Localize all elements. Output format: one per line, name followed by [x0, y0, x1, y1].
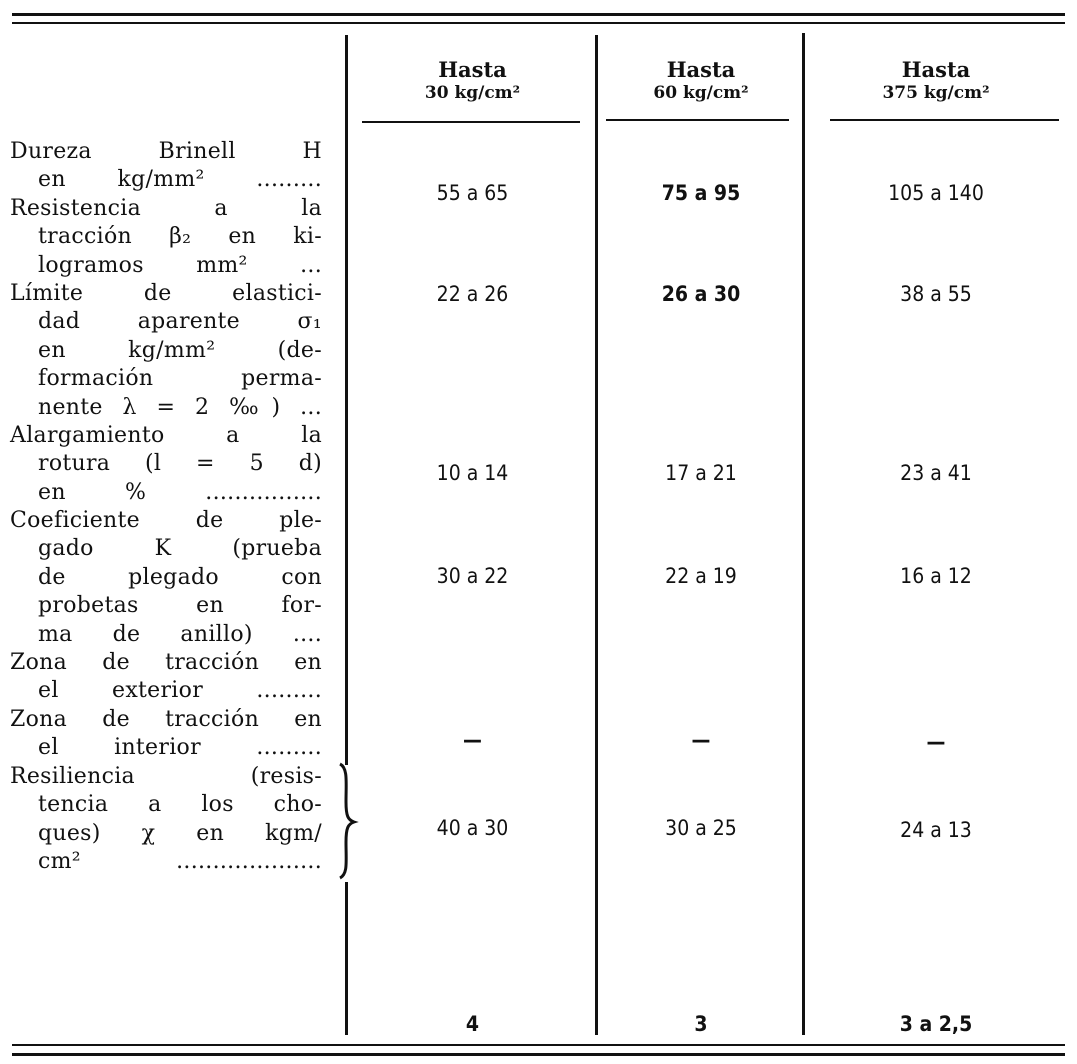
label-line: en kg/mm² ......... [38, 167, 322, 193]
label-line: Dureza Brinell H [10, 139, 322, 164]
label-line: Coeficiente de ple- [10, 508, 322, 533]
label-line: tencia a los cho- [38, 792, 322, 818]
cell-zona-375: 24 a 13 [900, 818, 972, 842]
cell-zona-30: 40 a 30 [436, 816, 509, 840]
cell-traccion-30: 22 a 26 [436, 282, 509, 306]
label-alargamiento [10, 422, 322, 507]
label-line: gado K (prueba [38, 536, 322, 562]
column-separator-1 [345, 35, 348, 765]
cell-traccion-60: 26 a 30 [661, 282, 741, 306]
header-line2: 60 kg/cm² [653, 83, 749, 103]
label-resiliencia [10, 763, 322, 877]
bottom-rule-2 [12, 1053, 1065, 1056]
top-rule-1 [12, 13, 1065, 16]
cell-resiliencia-60: 3 [694, 1012, 708, 1036]
header-line1: Hasta [901, 57, 971, 82]
header-line1: Hasta [438, 57, 507, 82]
column-header-30 [350, 58, 595, 104]
header-underline-2 [606, 119, 789, 121]
cell-alargamiento-60: 22 a 19 [665, 564, 737, 588]
column-separator-1b [345, 882, 348, 1035]
header-line2: 375 kg/cm² [882, 83, 990, 103]
cell-resiliencia-375: 3 a 2,5 [899, 1012, 973, 1036]
cell-plegado-60: — [691, 728, 711, 752]
column-separator-3 [802, 33, 805, 1035]
label-line: el interior ......... [38, 735, 322, 761]
label-line: dad aparente σ₁ [38, 309, 322, 335]
cell-traccion-375: 38 a 55 [900, 282, 972, 306]
label-line: rotura (l = 5 d) [38, 451, 322, 477]
cell-elasticidad-60: 17 a 21 [665, 461, 737, 485]
label-traccion [10, 195, 322, 280]
label-zona-interior [10, 706, 322, 763]
cell-plegado-375: — [926, 730, 946, 754]
label-line: Alargamiento a la [10, 423, 322, 448]
label-line: Zona de tracción en [10, 707, 322, 732]
label-line: logramos mm² ... [38, 252, 322, 278]
cell-elasticidad-30: 10 a 14 [436, 461, 509, 485]
cell-brinell-60: 75 a 95 [661, 181, 741, 205]
label-line: nente λ = 2 ‰) ... [38, 394, 322, 420]
label-line: Resistencia a la [10, 196, 322, 221]
label-line: Zona de tracción en [10, 650, 322, 675]
cell-resiliencia-30: 4 [465, 1012, 480, 1036]
header-underline-1 [362, 121, 580, 123]
header-line2: 30 kg/cm² [424, 83, 521, 103]
label-line: Resiliencia (resis- [10, 764, 322, 789]
label-line: el exterior ......... [38, 678, 322, 704]
label-line: de plegado con [38, 564, 322, 590]
label-line: Límite de elastici- [10, 281, 322, 306]
label-elasticidad [10, 280, 322, 422]
column-separator-2 [595, 35, 598, 1035]
cell-alargamiento-375: 16 a 12 [900, 564, 972, 588]
label-brinell [10, 138, 322, 195]
label-line: en kg/mm² (de- [38, 337, 322, 363]
cell-zona-60: 30 a 25 [665, 816, 737, 840]
label-line: en % ................ [38, 479, 322, 505]
header-underline-3 [830, 119, 1059, 121]
label-line: ques) χ en kgm/ [38, 820, 322, 846]
cell-brinell-30: 55 a 65 [436, 181, 509, 205]
cell-brinell-375: 105 a 140 [888, 181, 984, 205]
label-plegado [10, 507, 322, 649]
column-header-375 [806, 58, 1066, 104]
header-line1: Hasta [666, 57, 736, 82]
cell-elasticidad-375: 23 a 41 [900, 461, 972, 485]
cell-alargamiento-30: 30 a 22 [436, 564, 509, 588]
column-header-60 [600, 58, 802, 104]
cell-plegado-30: — [463, 728, 482, 752]
bottom-rule-1 [12, 1044, 1065, 1046]
label-line: formación perma- [38, 366, 322, 392]
top-rule-2 [12, 22, 1065, 24]
label-line: probetas en for- [38, 593, 322, 619]
label-zona-exterior [10, 649, 322, 706]
label-line: ma de anillo) .... [38, 621, 322, 647]
label-line: cm² .................... [38, 849, 322, 875]
label-line: tracción β₂ en ki- [38, 224, 322, 250]
